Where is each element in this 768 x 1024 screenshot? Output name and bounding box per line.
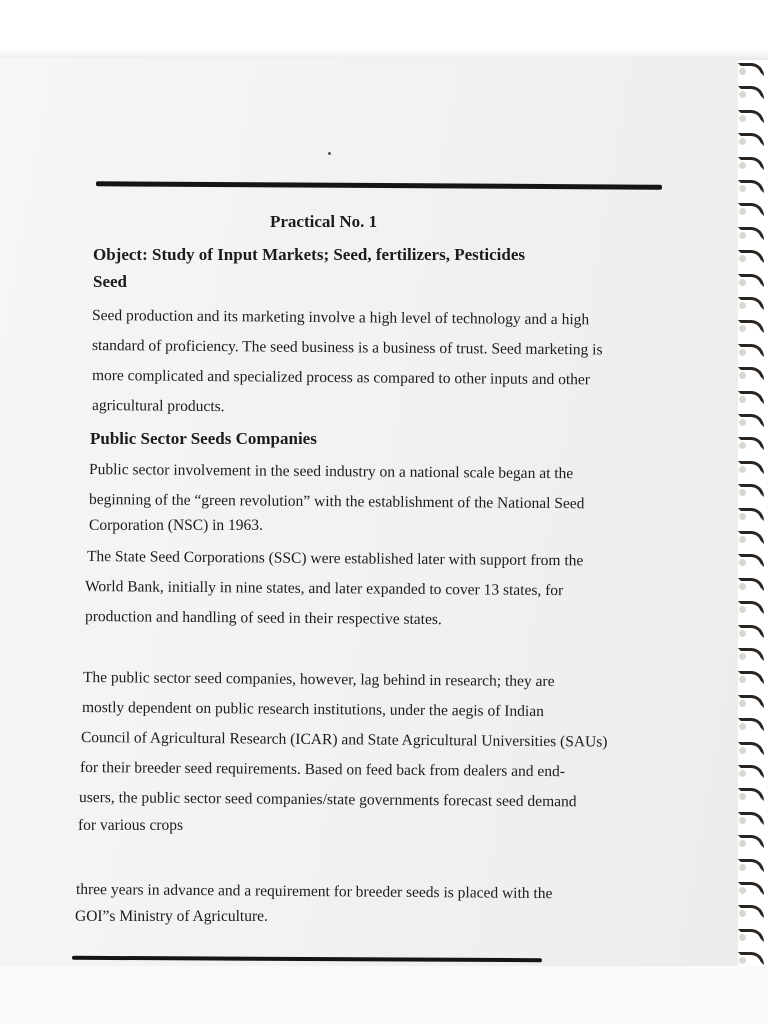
public-p1-line-2: beginning of the “green revolution” with the establishment of the National Seed	[88, 491, 585, 513]
binding-hole	[739, 349, 746, 356]
binding-hole	[739, 536, 746, 543]
binding-hole	[739, 747, 746, 754]
final-line-2: GOI”s Ministry of Agriculture.	[75, 908, 268, 925]
public-p3-line-5: users, the public sector seed companies/state governments forecast seed demand	[78, 789, 577, 811]
binding-hole	[739, 864, 746, 871]
binding-hole	[739, 934, 746, 941]
binding-hole	[739, 887, 746, 894]
public-p3-line-6: for various crops	[78, 817, 184, 834]
binding-hole	[739, 583, 746, 590]
public-p3-line-2: mostly dependent on public research institutions, under the aegis of Indian	[81, 699, 544, 721]
public-p2-line-3: production and handling of seed in their respective states.	[84, 608, 442, 629]
binding-hole	[739, 817, 746, 824]
public-p2-line-1: The State Seed Corporations (SSC) were established later with support from the	[86, 548, 584, 570]
binding-hole	[739, 68, 746, 75]
final-line-1: three years in advance and a requirement for breeder seeds is placed with the	[75, 881, 553, 903]
binding-hole	[739, 232, 746, 239]
object-heading: Object: Study of Input Markets; Seed, fertilizers, Pesticides	[93, 245, 526, 264]
binding-hole	[739, 700, 746, 707]
seed-line-1: Seed production and its marketing involve a high level of technology and a high	[91, 307, 590, 329]
binding-hole	[739, 396, 746, 403]
public-p1-line-3: Corporation (NSC) in 1963.	[89, 517, 263, 534]
public-p1-line-1: Public sector involvement in the seed industry on a national scale began at the	[88, 461, 574, 483]
public-p2-line-2: World Bank, initially in nine states, and later expanded to cover 13 states, for	[84, 578, 564, 600]
binding-hole	[739, 279, 746, 286]
public-p3-line-4: for their breeder seed requirements. Based on feed back from dealers and end-	[79, 759, 566, 781]
seed-line-2: standard of proficiency. The seed business is a business of trust. Seed marketing is	[91, 337, 603, 359]
binding-hole	[739, 162, 746, 169]
seed-line-3: more complicated and specialized process as compared to other inputs and other	[91, 367, 591, 389]
binding-hole	[739, 630, 746, 637]
seed-heading: Seed	[93, 272, 127, 291]
binding-hole	[739, 115, 746, 122]
binding-hole	[739, 653, 746, 660]
seed-line-4: agricultural products.	[91, 397, 225, 416]
spiral-binding	[734, 55, 768, 970]
binding-hole	[739, 302, 746, 309]
binding-hole	[739, 419, 746, 426]
binding-hole	[739, 770, 746, 777]
public-heading: Public Sector Seeds Companies	[90, 429, 317, 448]
binding-hole	[739, 513, 746, 520]
binding-hole	[739, 466, 746, 473]
public-p3-line-3: Council of Agricultural Research (ICAR) and State Agricultural Universities (SAUs)	[80, 729, 608, 751]
public-p3-line-1: The public sector seed companies, however, lag behind in research; they are	[82, 669, 555, 691]
binding-hole	[739, 185, 746, 192]
practical-title: Practical No. 1	[270, 212, 378, 231]
